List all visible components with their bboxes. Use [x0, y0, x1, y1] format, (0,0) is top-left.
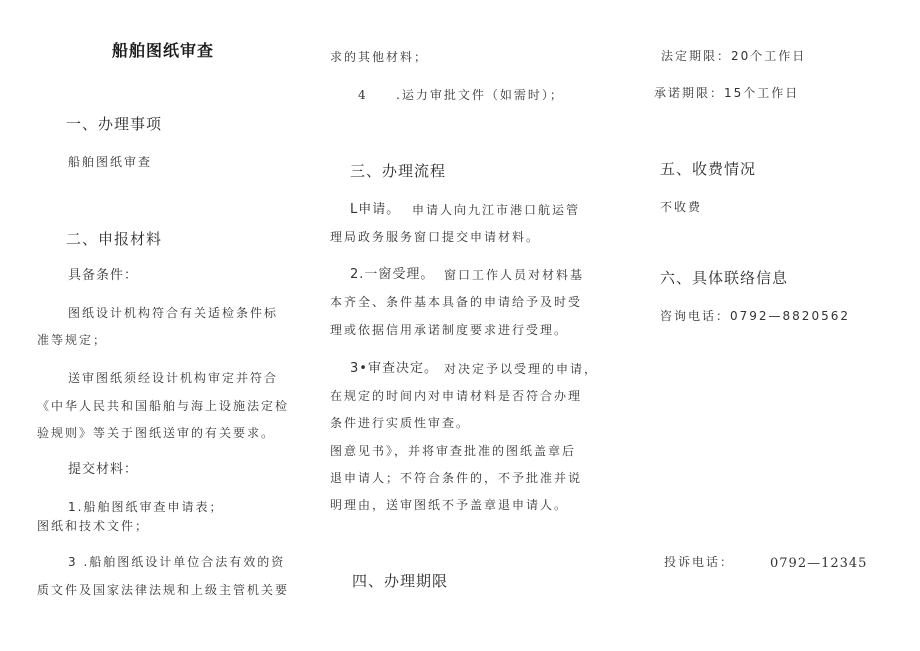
- material-3-line-1: 3 .船舶图纸设计单位合法有效的资: [68, 555, 286, 569]
- conditions-label: 具备条件：: [68, 268, 139, 283]
- promised-time-limit: 承诺期限：15个工作日: [654, 86, 800, 100]
- material-3-line-3: 求的其他材料；: [330, 50, 429, 64]
- fee-text: 不收费: [660, 200, 703, 214]
- section-heading-matters: 一、办理事项: [66, 115, 163, 133]
- document-title: 船舶图纸审查: [112, 41, 215, 60]
- section-heading-contact: 六、具体联络信息: [660, 269, 789, 287]
- step-2-label: 2.一窗受理。: [350, 267, 435, 282]
- complaint-phone-label: 投诉电话：: [664, 555, 735, 569]
- step-1-line-1: 申请人向九江市港口航运管: [412, 203, 581, 217]
- step-3-line-1: 对决定予以受理的申请，: [444, 362, 599, 376]
- material-1-line-1: 1.船舶图纸审查申请表；: [68, 500, 224, 514]
- condition-2-line-2: 《中华人民共和国船舶与海上设施法定检: [37, 399, 290, 413]
- step-1-line-2: 理局政务服务窗口提交申请材料。: [330, 230, 541, 244]
- section-heading-materials: 二、申报材料: [66, 230, 163, 248]
- material-4-text: .运力审批文件（如需时）；: [396, 88, 564, 102]
- legal-time-limit: 法定期限：20个工作日: [661, 49, 807, 63]
- section-heading-process: 三、办理流程: [350, 162, 447, 180]
- step-3-line-6: 明理由，送审图纸不予盖章退申请人。: [330, 498, 569, 512]
- step-3-line-4: 图意见书》，并将审查批准的图纸盖章后: [330, 444, 577, 458]
- condition-2-line-1: 送审图纸须经设计机构审定并符合: [68, 371, 279, 385]
- condition-1-line-1: 图纸设计机构符合有关适检条件标: [68, 306, 279, 320]
- step-3-line-3: 条件进行实质性审查。: [330, 416, 471, 430]
- condition-2-line-3: 验规则》等关于图纸送审的有关要求。: [37, 426, 276, 440]
- section-heading-fees: 五、收费情况: [660, 160, 757, 178]
- step-3-line-2: 在规定的时间内对申请材料是否符合办理: [330, 389, 583, 403]
- step-2-line-1: 窗口工作人员对材料基: [444, 268, 585, 282]
- material-4-number: 4: [358, 88, 368, 102]
- consult-phone: 咨询电话：0792—8820562: [660, 309, 850, 323]
- material-1-line-2: 图纸和技术文件；: [37, 519, 150, 533]
- material-3-line-2: 质文件及国家法律法规和上级主管机关要: [37, 583, 290, 597]
- step-3-label: 3•审查决定。: [350, 361, 438, 376]
- matters-text: 船舶图纸审查: [68, 155, 153, 169]
- condition-1-line-2: 准等规定；: [37, 333, 108, 347]
- step-2-line-3: 理或依据信用承诺制度要求进行受理。: [330, 323, 569, 337]
- complaint-phone-number: 0792—12345: [770, 556, 868, 571]
- step-1-label: L申请。: [350, 202, 401, 217]
- step-2-line-2: 本齐全、条件基本具备的申请给予及时受: [330, 295, 583, 309]
- section-heading-time-limit: 四、办理期限: [352, 572, 449, 590]
- step-3-line-5: 退申请人；不符合条件的，不予批准并说: [330, 471, 583, 485]
- submit-materials-label: 提交材料：: [68, 462, 139, 477]
